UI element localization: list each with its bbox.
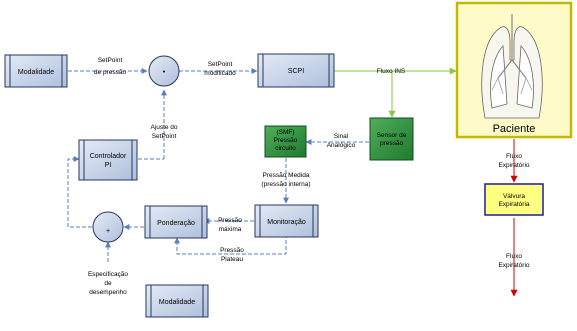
label-ajuste-1: Ajuste do [150, 124, 178, 131]
sensor-label-2: pressão [379, 140, 404, 147]
block-sensor-pressao[interactable] [370, 118, 413, 160]
block-modalidade-top-label: Modalidade [17, 69, 55, 76]
label-fluxo-exp2-1: Fluxo [506, 253, 522, 260]
label-setpoint-mod-2: modificado [204, 70, 236, 77]
block-scpi[interactable] [258, 54, 334, 87]
label-fluxo-exp1-2: Expiratório [498, 162, 530, 169]
smf-label-3: circuito [275, 145, 296, 152]
block-modalidade-top[interactable] [5, 55, 67, 87]
label-fluxo-exp2-2: Expiratório [498, 262, 530, 269]
label-especificacao-1: Especificação [87, 271, 129, 278]
smf-label-2: Pressão [273, 137, 298, 144]
valvula-label-2: Expiratória [498, 201, 530, 208]
label-setpoint-mod-1: SetPoint [207, 61, 233, 68]
inspiratory-flow [334, 71, 456, 117]
summing-bottom-symbol: + [105, 228, 111, 235]
label-sinal-1: Sinal [333, 133, 349, 140]
block-valvula-expiratoria[interactable] [485, 184, 543, 215]
controlador-label-2: PI [104, 162, 112, 169]
label-pressao-medida-1: Pressão Medida [262, 172, 310, 179]
label-fluxo-ins: Fluxo INS [376, 68, 406, 75]
valvula-label-1: Válvura [502, 193, 526, 200]
summing-junction-bottom[interactable] [93, 212, 123, 242]
label-fluxo-exp1-1: Fluxo [506, 153, 522, 160]
label-especificacao-3: desempenho [89, 289, 127, 296]
label-setpoint-pressao-2: de pressão [93, 69, 127, 76]
summing-top-symbol: • [162, 69, 166, 76]
summing-junction-top[interactable] [149, 56, 179, 86]
block-monitoracao[interactable] [255, 205, 318, 237]
block-ponderacao[interactable] [145, 206, 207, 238]
block-modalidade-bottom[interactable] [146, 285, 208, 317]
label-pressao-medida-2: (pressão interna) [261, 181, 311, 188]
label-pressao-maxima-1: Pressão [218, 217, 242, 224]
label-setpoint-pressao-1: SetPoint [97, 57, 123, 64]
label-pressao-maxima-2: máxima [218, 226, 242, 233]
label-sinal-2: Analógico [326, 142, 356, 149]
label-pressao-plateau-1: Pressão [220, 247, 244, 254]
block-controlador-pi[interactable] [79, 140, 137, 180]
block-smf-pressao-circuito[interactable] [265, 126, 306, 157]
block-paciente[interactable] [457, 3, 571, 137]
controlador-label-1: Controlador [89, 153, 127, 160]
block-modalidade-bottom-label: Modalidade [158, 299, 196, 306]
block-monitoracao-label: Monitoração [267, 219, 306, 226]
paciente-label: Paciente [492, 123, 536, 135]
block-ponderacao-label: Ponderação [157, 220, 195, 227]
smf-label-1: (SMF) [276, 129, 295, 136]
block-scpi-label: SCPI [287, 68, 305, 75]
label-especificacao-2: de [104, 280, 112, 287]
label-ajuste-2: SetPoint [151, 133, 177, 140]
sensor-label-1: Sensor de [376, 132, 407, 139]
label-pressao-plateau-2: Plateau [220, 256, 244, 263]
